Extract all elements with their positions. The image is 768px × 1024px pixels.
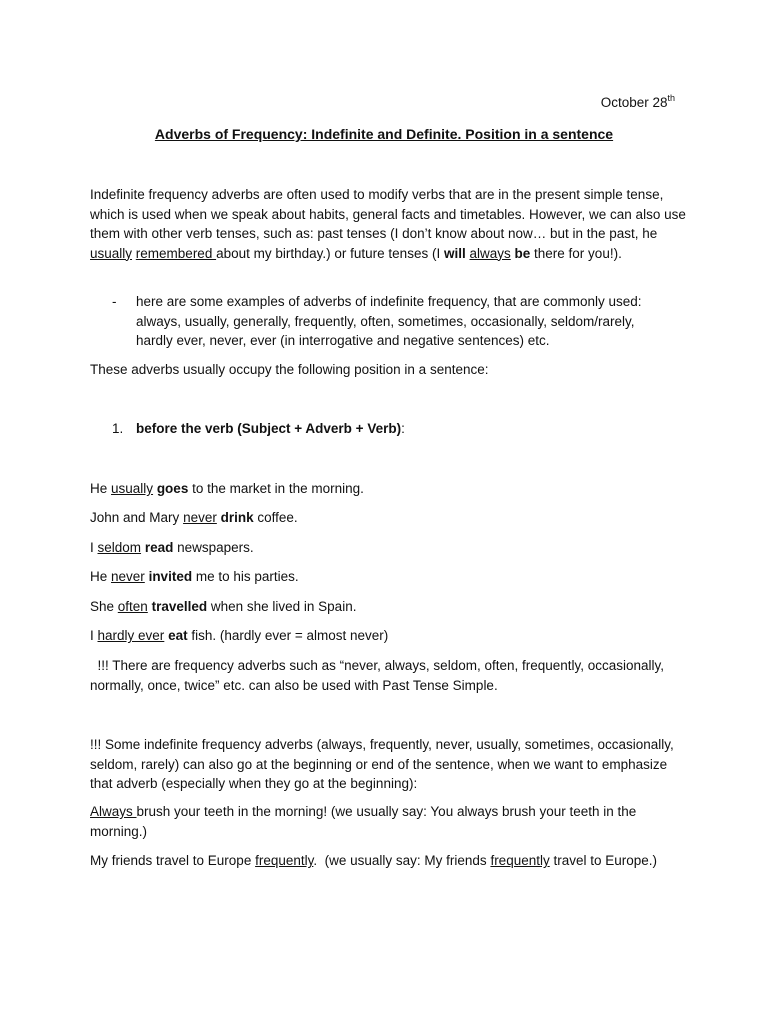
bold-verb: be (514, 245, 531, 261)
underlined-adverb: usually (90, 245, 133, 261)
bold-verb: will (443, 245, 466, 261)
example-sentence: John and Mary never drink coffee. (90, 510, 298, 525)
bullet-text: here are some examples of adverbs of indefinite frequency, that are commonly used: always, usually, generally, frequently, often, sometimes, occasionally, seldom/rarely, hardly ever, never, ever (in interrogative and negative sentences) etc. (136, 294, 642, 348)
example-sentence: I hardly ever eat fish. (hardly ever = almost never) (90, 628, 389, 643)
example-always: Always brush your teeth in the morning! (we usually say: You always brush your teeth in the morning.) (90, 804, 637, 839)
example-sentence: He never invited me to his parties. (90, 569, 299, 584)
intro-paragraph: Indefinite frequency adverbs are often used to modify verbs that are in the present simple tense, which is used when we speak about habits, general facts and timetables. However, we can also use them with other verb tenses, such as: past tenses (I don’t know about now… but in the past, he usually remembered about my birthday.) or future tenses (I will always be there for you!). (90, 187, 686, 261)
underlined-verb: remembered (135, 245, 217, 261)
date-text: October 28 (600, 95, 668, 110)
list-number: 1. (112, 421, 124, 436)
date (601, 93, 675, 113)
example-sentence: I seldom read newspapers. (90, 540, 254, 555)
page-title: Adverbs of Frequency: Indefinite and Definite. Position in a sentence (154, 126, 614, 142)
numbered-item: 1. before the verb (Subject + Adverb + Verb): (112, 419, 405, 439)
note-past-tense: !!! There are frequency adverbs such as “never, always, seldom, often, frequently, occasionally, normally, once, twice” etc. can also be used with Past Tense Simple. (90, 658, 668, 693)
example-frequently: My friends travel to Europe frequently. (we usually say: My friends frequently travel to Europe.) (90, 853, 658, 868)
note-position: !!! Some indefinite frequency adverbs (always, frequently, never, usually, sometimes, occasionally, seldom, rarely) can also go at the beginning or end of the sentence, when we want to emphasize that adverb (especially when they go at the beginning): (90, 737, 674, 791)
example-sentence: He usually goes to the market in the morning. (90, 481, 364, 496)
underlined-adverb: always (469, 245, 511, 261)
numbered-heading: before the verb (Subject + Adverb + Verb) (136, 421, 402, 436)
date-superscript: th (667, 92, 675, 103)
bullet-dash: - (112, 294, 117, 309)
position-intro: These adverbs usually occupy the following position in a sentence: (90, 362, 489, 377)
example-sentence: She often travelled when she lived in Spain. (90, 599, 357, 614)
bullet-item (112, 292, 672, 351)
